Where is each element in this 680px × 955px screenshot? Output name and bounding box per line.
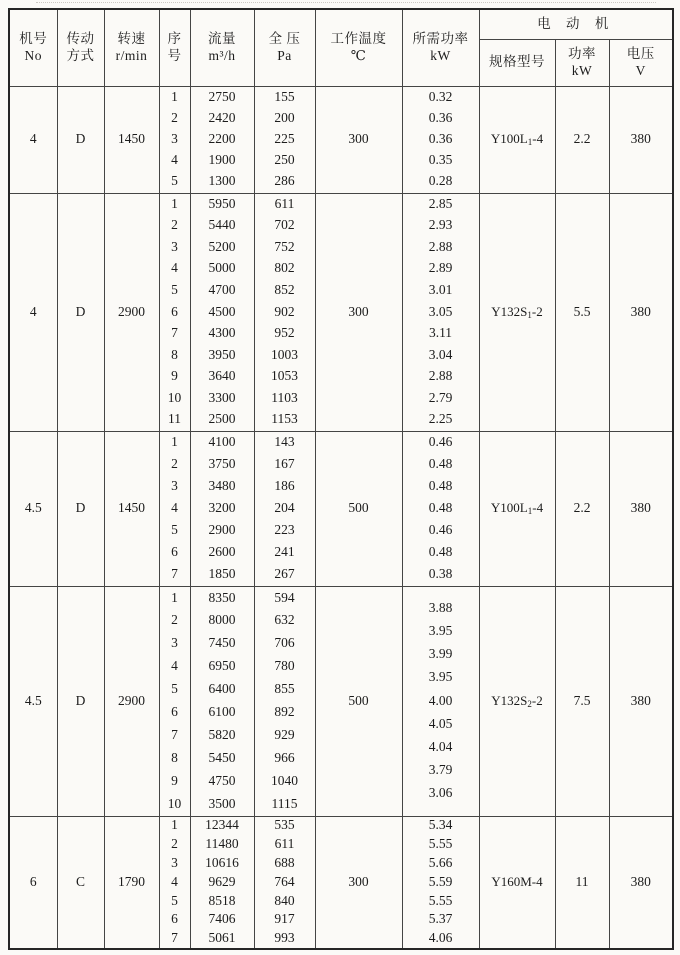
flow-value: 5450 [208, 749, 236, 765]
required-power-value: 3.05 [428, 303, 453, 319]
header-flow [190, 9, 254, 86]
seq-cell-stack [160, 817, 190, 949]
required-power-cell-stack [403, 87, 479, 193]
flow-value: 1850 [208, 566, 236, 582]
pressure-value: 1153 [271, 411, 298, 427]
motor-power-cell: 7.5 [555, 586, 609, 816]
pressure-value: 250 [274, 152, 295, 168]
required-power-value: 0.46 [428, 522, 453, 538]
pressure-cell-stack [255, 432, 315, 586]
seq-value: 2 [171, 217, 178, 233]
working-temp-cell: 300 [315, 193, 402, 431]
header-drive-line2: 方式 [66, 47, 95, 63]
header-speed-unit: r/min [115, 47, 148, 63]
required-power-value: 0.46 [428, 434, 453, 450]
seq-value: 1 [171, 88, 178, 104]
required-power-value: 2.85 [428, 195, 453, 211]
seq-value: 7 [171, 566, 178, 582]
required-power-value: 4.06 [428, 930, 453, 946]
pressure-value: 286 [274, 173, 295, 189]
flow-value: 9629 [208, 873, 236, 889]
flow-value: 12344 [205, 817, 239, 833]
pressure-cell [254, 86, 315, 193]
drive-type-cell: C [57, 816, 104, 949]
flow-value: 10616 [205, 855, 239, 871]
flow-value: 1300 [208, 173, 236, 189]
seq-value: 2 [171, 109, 178, 125]
spec-block-row [9, 193, 673, 431]
seq-value: 7 [171, 325, 178, 341]
pressure-value: 752 [274, 238, 295, 254]
required-power-value: 2.88 [428, 368, 453, 384]
seq-value: 9 [171, 772, 178, 788]
required-power-cell [402, 586, 479, 816]
pressure-value: 267 [274, 566, 295, 582]
machine-no-cell: 4.5 [9, 586, 57, 816]
pressure-value: 764 [274, 873, 295, 889]
required-power-value: 2.89 [428, 260, 453, 276]
header-voltage-unit: V [635, 62, 646, 78]
required-power-cell [402, 193, 479, 431]
table-body [9, 86, 673, 949]
pressure-value: 917 [274, 911, 295, 927]
voltage-cell: 380 [609, 816, 673, 949]
seq-value: 3 [171, 238, 178, 254]
voltage-cell: 380 [609, 86, 673, 193]
fan-specification-table [8, 8, 674, 950]
machine-no-cell: 6 [9, 816, 57, 949]
flow-value: 5820 [208, 726, 236, 742]
pressure-value: 840 [274, 892, 295, 908]
seq-value: 1 [171, 195, 178, 211]
header-flow-unit: m³/h [208, 47, 236, 63]
header-pressure [254, 9, 315, 86]
pressure-value: 1103 [271, 389, 298, 405]
required-power-value: 5.59 [428, 873, 453, 889]
flow-cell-stack [191, 194, 254, 431]
pressure-value: 892 [274, 704, 295, 720]
flow-value: 11480 [205, 836, 239, 852]
flow-value: 3200 [208, 500, 236, 516]
required-power-value: 0.32 [428, 88, 453, 104]
flow-value: 3500 [208, 795, 236, 811]
flow-value: 4500 [208, 303, 236, 319]
flow-value: 3950 [208, 346, 236, 362]
pressure-value: 594 [274, 589, 295, 605]
seq-value: 4 [171, 658, 178, 674]
required-power-value: 0.48 [428, 500, 453, 516]
required-power-value: 0.48 [428, 544, 453, 560]
flow-value: 6100 [208, 704, 236, 720]
flow-value: 2750 [208, 88, 236, 104]
flow-value: 3750 [208, 456, 236, 472]
required-power-value: 3.04 [428, 346, 453, 362]
required-power-value: 5.37 [428, 911, 453, 927]
seq-cell [159, 86, 190, 193]
spec-block-row [9, 86, 673, 193]
drive-type-cell: D [57, 586, 104, 816]
header-pressure-unit: Pa [277, 47, 292, 63]
voltage-cell: 380 [609, 193, 673, 431]
pressure-value: 706 [274, 635, 295, 651]
pressure-value: 223 [274, 522, 295, 538]
seq-cell-stack [160, 87, 190, 193]
seq-cell-stack [160, 432, 190, 586]
header-voltage [609, 39, 673, 86]
speed-cell: 1450 [104, 431, 159, 586]
required-power-value: 2.88 [428, 238, 453, 254]
seq-value: 5 [171, 282, 178, 298]
pressure-cell [254, 193, 315, 431]
seq-cell [159, 586, 190, 816]
required-power-value: 0.36 [428, 109, 453, 125]
seq-value: 2 [171, 456, 178, 472]
flow-value: 7450 [208, 635, 236, 651]
voltage-cell: 380 [609, 586, 673, 816]
required-power-value: 3.01 [428, 282, 453, 298]
seq-cell [159, 816, 190, 949]
machine-no-cell: 4 [9, 86, 57, 193]
table-header [9, 9, 673, 86]
seq-value: 5 [171, 892, 178, 908]
flow-value: 8518 [208, 892, 236, 908]
header-power-cn: 所需功率 [412, 30, 469, 46]
working-temp-cell: 500 [315, 431, 402, 586]
required-power-cell-stack [403, 194, 479, 431]
working-temp-cell: 300 [315, 816, 402, 949]
required-power-value: 0.28 [428, 173, 453, 189]
required-power-cell [402, 816, 479, 949]
seq-cell-stack [160, 194, 190, 431]
pressure-value: 966 [274, 749, 295, 765]
required-power-value: 4.05 [428, 715, 453, 731]
required-power-value: 3.79 [428, 762, 453, 778]
required-power-value: 3.88 [428, 599, 453, 615]
machine-no-cell: 4 [9, 193, 57, 431]
flow-value: 2900 [208, 522, 236, 538]
motor-power-cell: 2.2 [555, 86, 609, 193]
header-motor-power-unit: kW [571, 62, 593, 78]
pressure-value: 143 [274, 434, 295, 450]
speed-cell: 1790 [104, 816, 159, 949]
seq-value: 3 [171, 478, 178, 494]
pressure-cell [254, 816, 315, 949]
seq-value: 5 [171, 522, 178, 538]
flow-value: 4700 [208, 282, 236, 298]
working-temp-cell: 500 [315, 586, 402, 816]
drive-type-cell: D [57, 431, 104, 586]
required-power-value: 3.95 [428, 622, 453, 638]
flow-value: 2500 [208, 411, 236, 427]
flow-value: 6950 [208, 658, 236, 674]
seq-value: 6 [171, 544, 178, 560]
flow-cell-stack [191, 87, 254, 193]
pressure-value: 1003 [271, 346, 298, 362]
seq-value: 1 [171, 817, 178, 833]
flow-value: 5950 [208, 195, 236, 211]
flow-value: 3640 [208, 368, 236, 384]
spec-block-row [9, 431, 673, 586]
seq-value: 6 [171, 911, 178, 927]
pressure-value: 632 [274, 612, 295, 628]
pressure-value: 902 [274, 303, 295, 319]
seq-value: 1 [171, 434, 178, 450]
pressure-value: 993 [274, 930, 295, 946]
flow-value: 2420 [208, 109, 236, 125]
required-power-value: 0.38 [428, 566, 453, 582]
pressure-value: 204 [274, 500, 295, 516]
required-power-value: 5.55 [428, 892, 453, 908]
flow-cell [190, 193, 254, 431]
pressure-value: 1053 [271, 368, 298, 384]
required-power-value: 2.93 [428, 217, 453, 233]
seq-value: 2 [171, 836, 178, 852]
spec-block-row [9, 586, 673, 816]
pressure-value: 167 [274, 456, 295, 472]
seq-value: 10 [167, 389, 182, 405]
required-power-value: 0.48 [428, 456, 453, 472]
flow-value: 1900 [208, 152, 236, 168]
pressure-cell-stack [255, 194, 315, 431]
seq-value: 1 [171, 589, 178, 605]
seq-value: 8 [171, 749, 178, 765]
header-working-temp [315, 9, 402, 86]
pressure-value: 155 [274, 88, 295, 104]
motor-model-cell: $Y132S_2-2$ [479, 586, 555, 816]
required-power-value: 5.66 [428, 855, 453, 871]
pressure-value: 200 [274, 109, 295, 125]
seq-value: 4 [171, 260, 178, 276]
required-power-value: 3.06 [428, 785, 453, 801]
flow-value: 5440 [208, 217, 236, 233]
pressure-cell-stack [255, 87, 315, 193]
pressure-value: 225 [274, 131, 295, 147]
header-motor-power [555, 39, 609, 86]
seq-value: 6 [171, 704, 178, 720]
pressure-value: 855 [274, 681, 295, 697]
seq-value: 7 [171, 930, 178, 946]
seq-value: 5 [171, 681, 178, 697]
flow-value: 8000 [208, 612, 236, 628]
required-power-value: 4.04 [428, 738, 453, 754]
header-machine-no [9, 9, 57, 86]
header-speed-cn: 转速 [117, 30, 146, 46]
header-motor-model: 规格型号 [479, 39, 555, 86]
seq-value: 11 [168, 411, 181, 427]
flow-value: 5061 [208, 930, 236, 946]
seq-value: 7 [171, 726, 178, 742]
motor-power-cell: 2.2 [555, 431, 609, 586]
pressure-value: 1115 [271, 795, 298, 811]
motor-model-cell: Y160M-4 [479, 816, 555, 949]
required-power-value: 0.36 [428, 131, 453, 147]
flow-value: 2600 [208, 544, 236, 560]
required-power-value: 2.25 [428, 411, 453, 427]
required-power-cell [402, 86, 479, 193]
pressure-value: 780 [274, 658, 295, 674]
flow-value: 8350 [208, 589, 236, 605]
header-machine-no-cn: 机号 [19, 30, 48, 46]
seq-value: 8 [171, 346, 178, 362]
required-power-value: 2.79 [428, 389, 453, 405]
flow-value: 5200 [208, 238, 236, 254]
seq-value: 2 [171, 612, 178, 628]
pressure-value: 1040 [271, 772, 298, 788]
motor-model-cell: $Y100L_1-4$ [479, 431, 555, 586]
machine-no-cell: 4.5 [9, 431, 57, 586]
header-seq-line2: 号 [167, 47, 182, 63]
spec-block-row [9, 816, 673, 949]
seq-value: 4 [171, 152, 178, 168]
flow-value: 7406 [208, 911, 236, 927]
flow-value: 5000 [208, 260, 236, 276]
flow-value: 3480 [208, 478, 236, 494]
header-temp-cn: 工作温度 [330, 30, 387, 46]
header-voltage-cn: 电压 [626, 45, 655, 61]
drive-type-cell: D [57, 193, 104, 431]
motor-model-cell: $Y132S_1-2$ [479, 193, 555, 431]
required-power-value: 5.34 [428, 817, 453, 833]
required-power-cell-stack [403, 587, 479, 816]
flow-cell-stack [191, 587, 254, 816]
flow-cell [190, 86, 254, 193]
flow-cell-stack [191, 432, 254, 586]
pressure-cell-stack [255, 817, 315, 949]
seq-value: 9 [171, 368, 178, 384]
required-power-value: 3.11 [428, 325, 453, 341]
seq-value: 4 [171, 873, 178, 889]
header-speed [104, 9, 159, 86]
header-seq-line1: 序 [167, 30, 182, 46]
seq-value: 4 [171, 500, 178, 516]
required-power-value: 5.55 [428, 836, 453, 852]
pressure-value: 852 [274, 282, 295, 298]
pressure-value: 802 [274, 260, 295, 276]
pressure-value: 611 [274, 195, 295, 211]
seq-cell-stack [160, 587, 190, 816]
required-power-cell [402, 431, 479, 586]
flow-value: 4300 [208, 325, 236, 341]
motor-power-cell: 11 [555, 816, 609, 949]
seq-cell [159, 193, 190, 431]
flow-cell [190, 431, 254, 586]
header-required-power [402, 9, 479, 86]
pressure-cell-stack [255, 587, 315, 816]
header-motor-group: 电 动 机 [479, 9, 673, 39]
header-flow-cn: 流量 [208, 30, 236, 46]
flow-value: 3300 [208, 389, 236, 405]
pressure-value: 929 [274, 726, 295, 742]
flow-value: 4750 [208, 772, 236, 788]
header-machine-no-en: No [24, 47, 42, 63]
motor-power-cell: 5.5 [555, 193, 609, 431]
seq-cell [159, 431, 190, 586]
flow-value: 4100 [208, 434, 236, 450]
pressure-cell [254, 431, 315, 586]
flow-cell-stack [191, 817, 254, 949]
working-temp-cell: 300 [315, 86, 402, 193]
required-power-cell-stack [403, 432, 479, 586]
header-pressure-cn: 全 压 [268, 30, 301, 46]
pressure-value: 952 [274, 325, 295, 341]
required-power-cell-stack [403, 817, 479, 949]
required-power-value: 3.95 [428, 669, 453, 685]
pressure-value: 241 [274, 544, 295, 560]
required-power-value: 0.48 [428, 478, 453, 494]
header-drive-type [57, 9, 104, 86]
header-power-unit: kW [430, 47, 451, 63]
voltage-cell: 380 [609, 431, 673, 586]
speed-cell: 2900 [104, 586, 159, 816]
header-motor-power-cn: 功率 [568, 45, 596, 61]
required-power-value: 3.99 [428, 646, 453, 662]
drive-type-cell: D [57, 86, 104, 193]
header-temp-unit: ℃ [350, 47, 367, 63]
speed-cell: 2900 [104, 193, 159, 431]
motor-model-cell: $Y100L_1-4$ [479, 86, 555, 193]
seq-value: 6 [171, 303, 178, 319]
pressure-value: 611 [274, 836, 295, 852]
seq-value: 3 [171, 855, 178, 871]
flow-value: 2200 [208, 131, 236, 147]
pressure-value: 702 [274, 217, 295, 233]
header-seq-no [159, 9, 190, 86]
speed-cell: 1450 [104, 86, 159, 193]
pressure-cell [254, 586, 315, 816]
required-power-value: 0.35 [428, 152, 453, 168]
seq-value: 3 [171, 131, 178, 147]
header-drive-line1: 传动 [66, 30, 95, 46]
seq-value: 5 [171, 173, 178, 189]
pressure-value: 688 [274, 855, 295, 871]
seq-value: 3 [171, 635, 178, 651]
flow-cell [190, 816, 254, 949]
pressure-value: 186 [274, 478, 295, 494]
flow-cell [190, 586, 254, 816]
required-power-value: 4.00 [428, 692, 453, 708]
flow-value: 6400 [208, 681, 236, 697]
seq-value: 10 [167, 795, 182, 811]
pressure-value: 535 [274, 817, 295, 833]
scan-artifact-line [36, 2, 656, 3]
